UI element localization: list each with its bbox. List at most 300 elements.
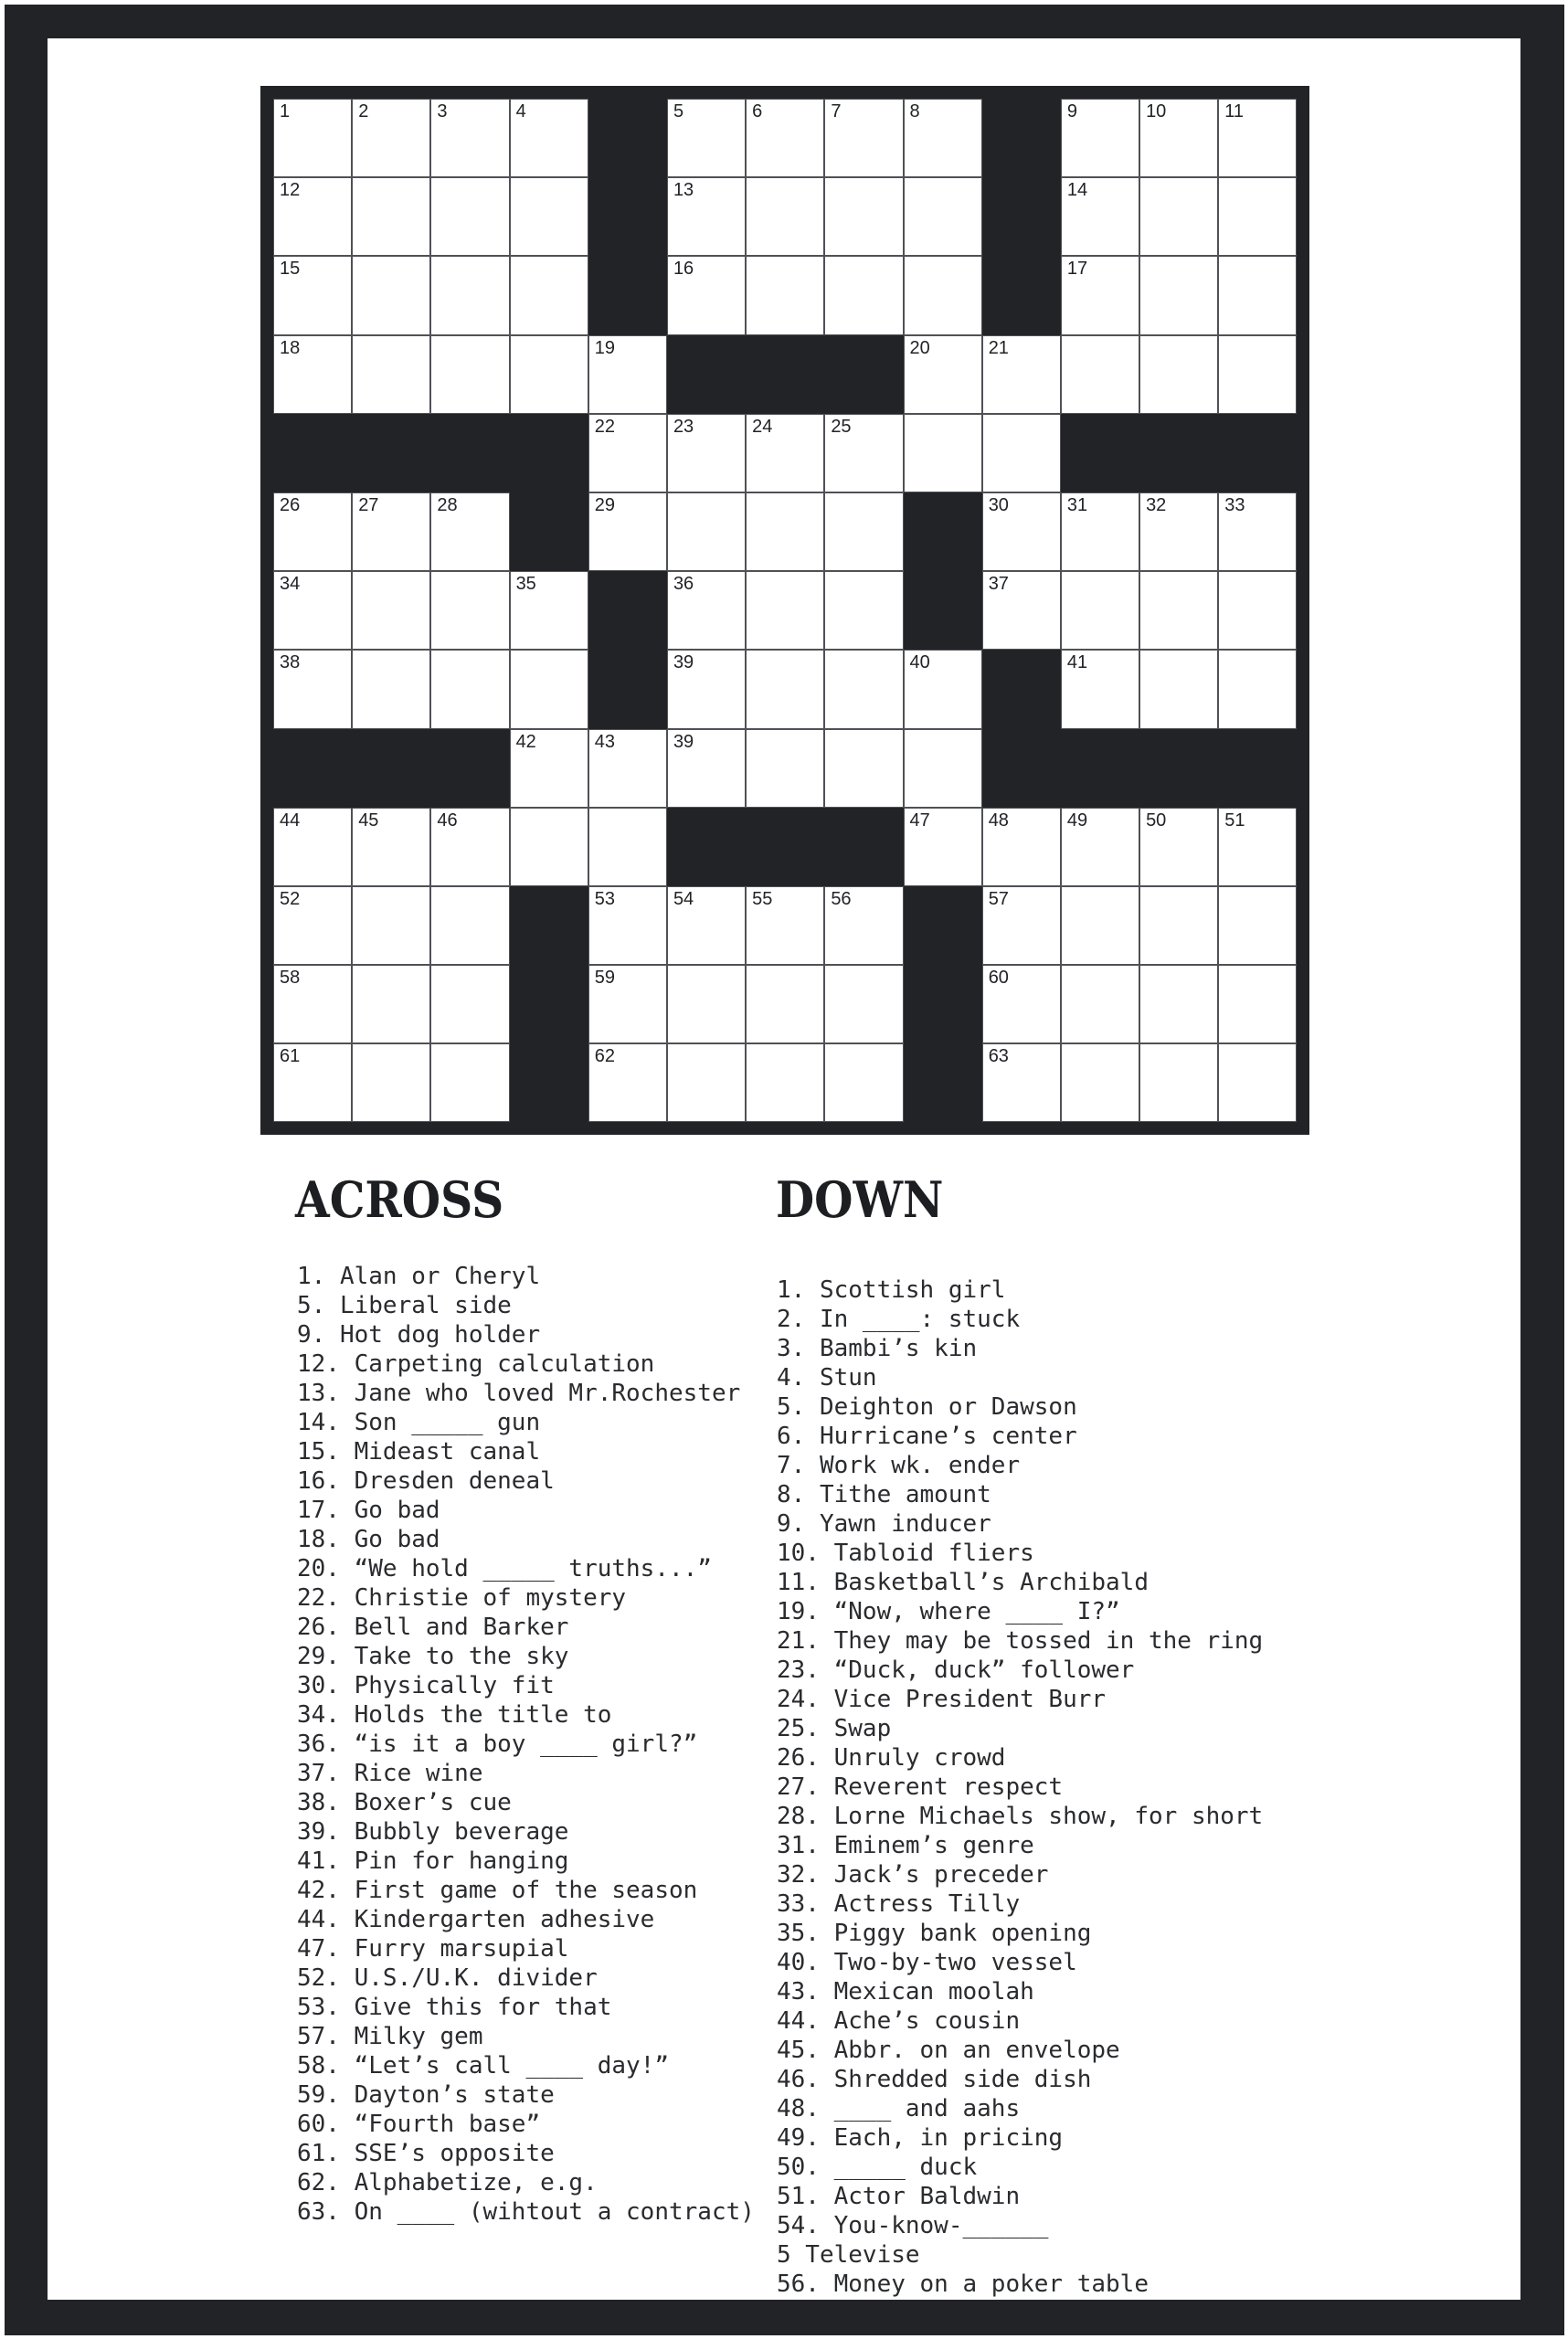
- cell-number: 15: [280, 259, 301, 280]
- grid-cell[interactable]: [352, 256, 430, 334]
- across-clue: 16. Dresden deneal: [297, 1467, 555, 1495]
- grid-cell[interactable]: [746, 1043, 824, 1122]
- across-clue: 62. Alphabetize, e.g.: [297, 2169, 598, 2196]
- grid-cell[interactable]: [430, 965, 509, 1043]
- down-clue: 5. Deighton or Dawson: [777, 1393, 1077, 1421]
- down-clue: 33. Actress Tilly: [777, 1890, 1021, 1918]
- cell-number: 57: [988, 888, 1009, 909]
- grid-cell[interactable]: [273, 492, 352, 571]
- grid-cell[interactable]: [588, 965, 667, 1043]
- down-heading: DOWN: [776, 1170, 944, 1229]
- down-clue: 25. Swap: [777, 1715, 892, 1742]
- black-cell: [510, 492, 588, 571]
- cell-number: 39: [673, 731, 694, 752]
- grid-cell[interactable]: [824, 492, 903, 571]
- down-clue: 2. In ____: stuck: [777, 1306, 1021, 1333]
- cell-number: 19: [594, 337, 615, 358]
- cell-number: 7: [831, 101, 842, 122]
- cell-number: 36: [673, 574, 694, 595]
- grid-cell[interactable]: [1061, 808, 1139, 886]
- cell-number: 42: [515, 731, 536, 752]
- grid-cell[interactable]: [1218, 886, 1297, 965]
- cell-number: 43: [594, 731, 615, 752]
- cell-number: 46: [437, 810, 458, 831]
- down-clue: 26. Unruly crowd: [777, 1744, 1006, 1772]
- black-cell: [352, 414, 430, 492]
- cell-number: 21: [988, 337, 1009, 358]
- cell-number: 6: [752, 101, 763, 122]
- grid-cell[interactable]: [1218, 571, 1297, 650]
- black-cell: [904, 965, 982, 1043]
- across-clue: 36. “is it a boy ____ girl?”: [297, 1730, 698, 1758]
- grid-cell[interactable]: [746, 177, 824, 256]
- cell-number: 17: [1066, 259, 1088, 280]
- grid-cell[interactable]: [904, 650, 982, 728]
- down-clue: 23. “Duck, duck” follower: [777, 1656, 1135, 1684]
- black-cell: [904, 1043, 982, 1122]
- black-cell: [1139, 729, 1218, 808]
- grid-cell[interactable]: [1061, 965, 1139, 1043]
- grid-cell[interactable]: [430, 335, 509, 414]
- cell-number: 63: [988, 1046, 1009, 1067]
- grid-cell[interactable]: [904, 99, 982, 177]
- grid-cell[interactable]: [430, 99, 509, 177]
- black-cell: [904, 886, 982, 965]
- grid-cell[interactable]: [588, 335, 667, 414]
- grid-cell[interactable]: [824, 571, 903, 650]
- cell-number: 12: [280, 180, 301, 201]
- grid-cell[interactable]: [1139, 571, 1218, 650]
- grid-cell[interactable]: [273, 808, 352, 886]
- grid-cell[interactable]: [1061, 650, 1139, 728]
- across-clue: 9. Hot dog holder: [297, 1321, 541, 1349]
- grid-cell[interactable]: [430, 650, 509, 728]
- cell-number: 55: [752, 888, 773, 909]
- black-cell: [904, 492, 982, 571]
- grid-cell[interactable]: [273, 965, 352, 1043]
- grid-cell[interactable]: [352, 335, 430, 414]
- black-cell: [824, 808, 903, 886]
- grid-cell[interactable]: [982, 571, 1061, 650]
- cell-number: 50: [1146, 810, 1167, 831]
- down-clue: 24. Vice President Burr: [777, 1686, 1107, 1713]
- grid-cell[interactable]: [746, 571, 824, 650]
- across-clue: 12. Carpeting calculation: [297, 1350, 655, 1378]
- grid-cell[interactable]: [1218, 256, 1297, 334]
- across-clue: 13. Jane who loved Mr.Rochester: [297, 1380, 741, 1407]
- grid-cell[interactable]: [352, 808, 430, 886]
- grid-cell[interactable]: [1139, 808, 1218, 886]
- black-cell: [588, 650, 667, 728]
- across-heading: ACROSS: [295, 1170, 504, 1229]
- cell-number: 9: [1066, 101, 1077, 122]
- grid-cell[interactable]: [588, 414, 667, 492]
- black-cell: [588, 99, 667, 177]
- across-clue: 59. Dayton’s state: [297, 2081, 555, 2109]
- black-cell: [982, 650, 1061, 728]
- grid-cell[interactable]: [273, 650, 352, 728]
- across-clue: 15. Mideast canal: [297, 1438, 541, 1466]
- grid-cell[interactable]: [746, 965, 824, 1043]
- grid-cell[interactable]: [273, 571, 352, 650]
- grid-cell[interactable]: [667, 492, 746, 571]
- black-cell: [982, 99, 1061, 177]
- black-cell: [982, 177, 1061, 256]
- down-clue: 49. Each, in pricing: [777, 2124, 1064, 2152]
- grid-cell[interactable]: [1139, 256, 1218, 334]
- down-clue: 9. Yawn inducer: [777, 1510, 991, 1538]
- grid-cell[interactable]: [667, 965, 746, 1043]
- grid-cell[interactable]: [1139, 965, 1218, 1043]
- cell-number: 8: [909, 101, 920, 122]
- grid-cell[interactable]: [510, 335, 588, 414]
- down-clue: 51. Actor Baldwin: [777, 2183, 1021, 2210]
- cell-number: 1: [280, 101, 291, 122]
- cell-number: 27: [358, 494, 379, 515]
- across-clue: 18. Go bad: [297, 1526, 440, 1553]
- down-clue: 50. _____ duck: [777, 2154, 978, 2181]
- grid-cell[interactable]: [667, 650, 746, 728]
- cell-number: 29: [594, 494, 615, 515]
- down-clue: 31. Eminem’s genre: [777, 1832, 1034, 1859]
- grid-cell[interactable]: [904, 256, 982, 334]
- cell-number: 10: [1146, 101, 1167, 122]
- grid-cell[interactable]: [1139, 177, 1218, 256]
- grid-cell[interactable]: [430, 808, 509, 886]
- cell-number: 48: [988, 810, 1009, 831]
- across-clue: 47. Furry marsupial: [297, 1935, 569, 1963]
- grid-cell[interactable]: [982, 414, 1061, 492]
- cell-number: 26: [280, 494, 301, 515]
- grid-cell[interactable]: [588, 1043, 667, 1122]
- grid-cell[interactable]: [1218, 965, 1297, 1043]
- across-clue: 41. Pin for hanging: [297, 1847, 569, 1875]
- cell-number: 45: [358, 810, 379, 831]
- grid-cell[interactable]: [824, 414, 903, 492]
- cell-number: 62: [594, 1046, 615, 1067]
- down-clue: 40. Two-by-two vessel: [777, 1949, 1077, 1976]
- cell-number: 60: [988, 968, 1009, 989]
- across-clue: 60. “Fourth base”: [297, 2111, 541, 2138]
- down-clue: 48. ____ and aahs: [777, 2095, 1021, 2122]
- down-clue: 8. Tithe amount: [777, 1481, 991, 1508]
- grid-cell[interactable]: [273, 335, 352, 414]
- cell-number: 30: [988, 494, 1009, 515]
- grid-cell[interactable]: [667, 99, 746, 177]
- across-clue: 57. Milky gem: [297, 2023, 483, 2050]
- grid-cell[interactable]: [746, 886, 824, 965]
- down-clue: 44. Ache’s cousin: [777, 2007, 1021, 2035]
- grid-cell[interactable]: [667, 1043, 746, 1122]
- cell-number: 40: [909, 652, 930, 673]
- grid-cell[interactable]: [273, 886, 352, 965]
- across-clue: 22. Christie of mystery: [297, 1584, 627, 1612]
- black-cell: [430, 414, 509, 492]
- grid-cell[interactable]: [588, 729, 667, 808]
- grid-cell[interactable]: [588, 492, 667, 571]
- across-clue: 17. Go bad: [297, 1497, 440, 1524]
- cell-number: 61: [280, 1046, 301, 1067]
- grid-cell[interactable]: [273, 99, 352, 177]
- grid-cell[interactable]: [746, 256, 824, 334]
- down-clue: 10. Tabloid fliers: [777, 1540, 1034, 1567]
- down-clue: 54. You-know-______: [777, 2212, 1049, 2239]
- grid-cell[interactable]: [1139, 1043, 1218, 1122]
- down-clue: 11. Basketball’s Archibald: [777, 1569, 1149, 1596]
- grid-cell[interactable]: [904, 808, 982, 886]
- grid-cell[interactable]: [982, 335, 1061, 414]
- grid-cell[interactable]: [430, 492, 509, 571]
- cell-number: 39: [673, 652, 694, 673]
- grid-cell[interactable]: [904, 729, 982, 808]
- grid-cell[interactable]: [1218, 335, 1297, 414]
- grid-cell[interactable]: [982, 808, 1061, 886]
- grid-cell[interactable]: [588, 886, 667, 965]
- grid-cell[interactable]: [510, 650, 588, 728]
- grid-cell[interactable]: [746, 99, 824, 177]
- down-clue: 19. “Now, where ____ I?”: [777, 1598, 1120, 1625]
- grid-cell[interactable]: [1139, 492, 1218, 571]
- cell-number: 24: [752, 416, 773, 437]
- grid-cell[interactable]: [1061, 177, 1139, 256]
- grid-cell[interactable]: [667, 886, 746, 965]
- cell-number: 41: [1066, 652, 1088, 673]
- down-clue: 3. Bambi’s kin: [777, 1335, 978, 1362]
- grid-cell[interactable]: [1139, 99, 1218, 177]
- grid-cell[interactable]: [1218, 177, 1297, 256]
- grid-cell[interactable]: [904, 335, 982, 414]
- crossword-cells: [273, 99, 1297, 1122]
- black-cell: [510, 886, 588, 965]
- black-cell: [588, 177, 667, 256]
- grid-cell[interactable]: [352, 886, 430, 965]
- grid-cell[interactable]: [1061, 492, 1139, 571]
- down-clue: 4. Stun: [777, 1364, 877, 1392]
- down-clue: 35. Piggy bank opening: [777, 1920, 1092, 1947]
- across-clue: 44. Kindergarten adhesive: [297, 1906, 655, 1933]
- cell-number: 22: [594, 416, 615, 437]
- black-cell: [667, 808, 746, 886]
- across-clue-list: [297, 1262, 755, 2227]
- black-cell: [510, 965, 588, 1043]
- grid-cell[interactable]: [352, 650, 430, 728]
- grid-cell[interactable]: [1139, 886, 1218, 965]
- grid-cell[interactable]: [982, 1043, 1061, 1122]
- black-cell: [588, 256, 667, 334]
- down-clue-list: [777, 1275, 1263, 2299]
- grid-cell[interactable]: [746, 414, 824, 492]
- grid-cell[interactable]: [667, 177, 746, 256]
- black-cell: [1139, 414, 1218, 492]
- grid-cell[interactable]: [904, 177, 982, 256]
- down-clue: 46. Shredded side dish: [777, 2066, 1092, 2093]
- across-clue: 58. “Let’s call ____ day!”: [297, 2052, 669, 2080]
- cell-number: 52: [280, 888, 301, 909]
- cell-number: 47: [909, 810, 930, 831]
- black-cell: [1061, 414, 1139, 492]
- down-clue: 6. Hurricane’s center: [777, 1423, 1077, 1450]
- across-clue: 53. Give this for that: [297, 1994, 612, 2021]
- across-clue: 63. On ____ (wihtout a contract): [297, 2198, 755, 2226]
- cell-number: 23: [673, 416, 694, 437]
- cell-number: 53: [594, 888, 615, 909]
- black-cell: [667, 335, 746, 414]
- grid-cell[interactable]: [746, 650, 824, 728]
- grid-cell[interactable]: [352, 571, 430, 650]
- down-clue: 32. Jack’s preceder: [777, 1861, 1049, 1889]
- grid-cell[interactable]: [430, 886, 509, 965]
- cell-number: 31: [1066, 494, 1088, 515]
- cell-number: 33: [1224, 494, 1245, 515]
- grid-cell[interactable]: [430, 1043, 509, 1122]
- black-cell: [824, 335, 903, 414]
- down-clue: 28. Lorne Michaels show, for short: [777, 1803, 1264, 1830]
- black-cell: [273, 414, 352, 492]
- cell-number: 20: [909, 337, 930, 358]
- grid-cell[interactable]: [430, 256, 509, 334]
- cell-number: 49: [1066, 810, 1088, 831]
- black-cell: [1061, 729, 1139, 808]
- across-clue: 30. Physically fit: [297, 1672, 555, 1699]
- grid-cell[interactable]: [667, 571, 746, 650]
- grid-cell[interactable]: [1218, 492, 1297, 571]
- cell-number: 18: [280, 337, 301, 358]
- across-clue: 20. “We hold _____ truths...”: [297, 1555, 712, 1582]
- crossword-grid: [260, 86, 1309, 1135]
- black-cell: [746, 808, 824, 886]
- grid-cell[interactable]: [904, 414, 982, 492]
- grid-cell[interactable]: [667, 729, 746, 808]
- grid-cell[interactable]: [273, 177, 352, 256]
- grid-cell[interactable]: [746, 492, 824, 571]
- grid-cell[interactable]: [1061, 335, 1139, 414]
- cell-number: 3: [437, 101, 448, 122]
- grid-cell[interactable]: [273, 1043, 352, 1122]
- cell-number: 2: [358, 101, 369, 122]
- cell-number: 37: [988, 574, 1009, 595]
- grid-cell[interactable]: [1061, 886, 1139, 965]
- grid-cell[interactable]: [273, 256, 352, 334]
- cell-number: 54: [673, 888, 694, 909]
- grid-cell[interactable]: [982, 965, 1061, 1043]
- across-clue: 38. Boxer’s cue: [297, 1789, 512, 1816]
- down-clue: 1. Scottish girl: [777, 1276, 1006, 1304]
- cell-number: 44: [280, 810, 301, 831]
- across-clue: 5. Liberal side: [297, 1292, 512, 1319]
- black-cell: [352, 729, 430, 808]
- grid-cell[interactable]: [824, 729, 903, 808]
- across-clue: 29. Take to the sky: [297, 1643, 569, 1670]
- grid-cell[interactable]: [824, 650, 903, 728]
- black-cell: [982, 256, 1061, 334]
- cell-number: 35: [515, 574, 536, 595]
- grid-cell[interactable]: [824, 1043, 903, 1122]
- grid-cell[interactable]: [667, 256, 746, 334]
- cell-number: 34: [280, 574, 301, 595]
- grid-cell[interactable]: [824, 965, 903, 1043]
- grid-cell[interactable]: [352, 492, 430, 571]
- grid-cell[interactable]: [824, 256, 903, 334]
- grid-cell[interactable]: [667, 414, 746, 492]
- down-clue: 21. They may be tossed in the ring: [777, 1627, 1264, 1655]
- down-clue: 7. Work wk. ender: [777, 1452, 1021, 1479]
- down-clue: 27. Reverent respect: [777, 1773, 1064, 1801]
- black-cell: [982, 729, 1061, 808]
- black-cell: [430, 729, 509, 808]
- across-clue: 14. Son _____ gun: [297, 1409, 541, 1436]
- cell-number: 13: [673, 180, 694, 201]
- cell-number: 4: [515, 101, 526, 122]
- across-clue: 42. First game of the season: [297, 1877, 698, 1904]
- across-clue: 37. Rice wine: [297, 1760, 483, 1787]
- cell-number: 58: [280, 968, 301, 989]
- grid-cell[interactable]: [1218, 1043, 1297, 1122]
- black-cell: [273, 729, 352, 808]
- down-clue: 43. Mexican moolah: [777, 1978, 1034, 2006]
- grid-cell[interactable]: [352, 1043, 430, 1122]
- cell-number: 14: [1066, 180, 1088, 201]
- grid-cell[interactable]: [352, 965, 430, 1043]
- across-clue: 52. U.S./U.K. divider: [297, 1964, 598, 1992]
- across-clue: 1. Alan or Cheryl: [297, 1263, 541, 1290]
- grid-cell[interactable]: [824, 99, 903, 177]
- black-cell: [746, 335, 824, 414]
- grid-cell[interactable]: [1218, 650, 1297, 728]
- grid-cell[interactable]: [1061, 1043, 1139, 1122]
- black-cell: [588, 571, 667, 650]
- grid-cell[interactable]: [430, 571, 509, 650]
- cell-number: 28: [437, 494, 458, 515]
- cell-number: 32: [1146, 494, 1167, 515]
- grid-cell[interactable]: [982, 886, 1061, 965]
- across-clue: 26. Bell and Barker: [297, 1614, 569, 1641]
- grid-cell[interactable]: [510, 99, 588, 177]
- cell-number: 51: [1224, 810, 1245, 831]
- grid-cell[interactable]: [1139, 335, 1218, 414]
- grid-cell[interactable]: [1139, 650, 1218, 728]
- grid-cell[interactable]: [746, 729, 824, 808]
- grid-cell[interactable]: [510, 808, 588, 886]
- grid-cell[interactable]: [510, 729, 588, 808]
- grid-cell[interactable]: [1218, 808, 1297, 886]
- across-clue: 61. SSE’s opposite: [297, 2140, 555, 2167]
- grid-cell[interactable]: [824, 886, 903, 965]
- black-cell: [904, 571, 982, 650]
- grid-cell[interactable]: [1061, 99, 1139, 177]
- black-cell: [1218, 729, 1297, 808]
- grid-cell[interactable]: [1218, 99, 1297, 177]
- cell-number: 56: [831, 888, 852, 909]
- black-cell: [510, 414, 588, 492]
- grid-cell[interactable]: [352, 99, 430, 177]
- grid-cell[interactable]: [510, 571, 588, 650]
- grid-cell[interactable]: [510, 177, 588, 256]
- cell-number: 38: [280, 652, 301, 673]
- grid-cell[interactable]: [982, 492, 1061, 571]
- down-clue: 56. Money on a poker table: [777, 2270, 1149, 2298]
- cell-number: 11: [1224, 101, 1245, 122]
- grid-cell[interactable]: [510, 256, 588, 334]
- grid-cell[interactable]: [1061, 256, 1139, 334]
- grid-cell[interactable]: [352, 177, 430, 256]
- down-clue: 45. Abbr. on an envelope: [777, 2037, 1120, 2064]
- cell-number: 16: [673, 259, 694, 280]
- grid-cell[interactable]: [1061, 571, 1139, 650]
- grid-cell[interactable]: [588, 808, 667, 886]
- grid-cell[interactable]: [430, 177, 509, 256]
- grid-cell[interactable]: [824, 177, 903, 256]
- black-cell: [510, 1043, 588, 1122]
